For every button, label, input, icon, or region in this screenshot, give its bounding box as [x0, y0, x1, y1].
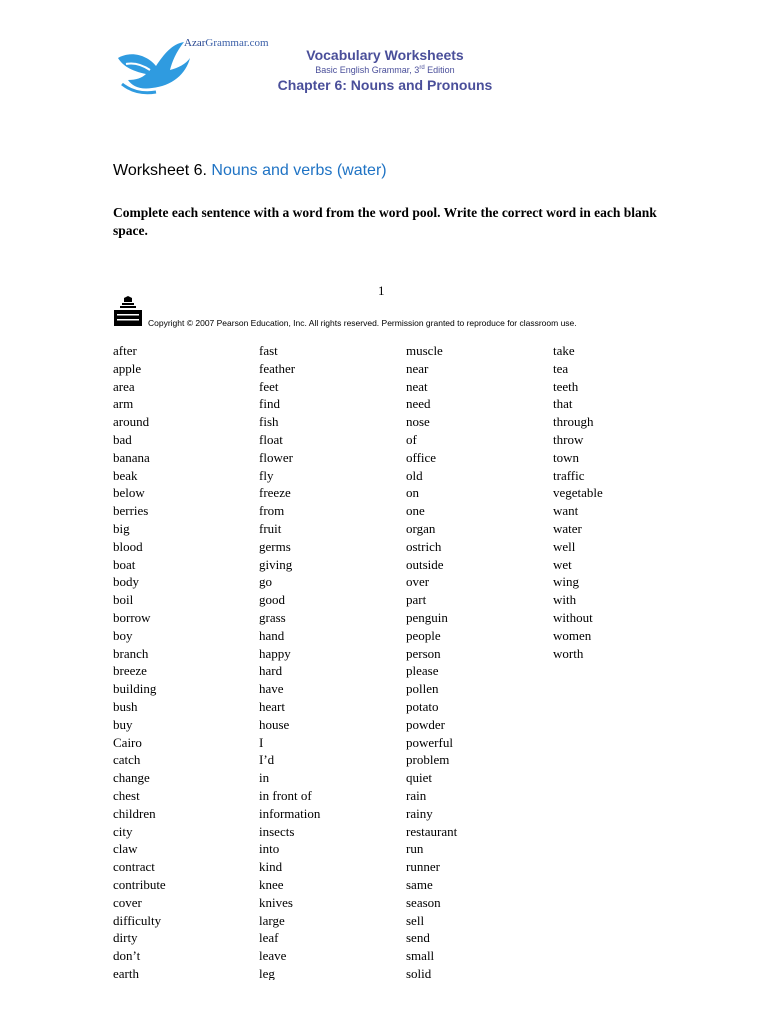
- word-pool-column-1: [113, 342, 253, 980]
- word-pool-item: that: [553, 396, 573, 412]
- subtitle-sup: rd: [419, 65, 425, 71]
- word-pool-item: runner: [406, 859, 440, 875]
- word-pool-item: fly: [259, 467, 274, 483]
- document-subtitle: [230, 65, 540, 75]
- word-pool-item: kind: [259, 859, 283, 875]
- word-pool-item: arm: [113, 396, 134, 412]
- word-pool-item: I: [259, 734, 264, 750]
- word-pool-item: restaurant: [406, 823, 458, 839]
- word-pool-item: want: [553, 503, 579, 519]
- word-pool-item: penguin: [406, 609, 448, 625]
- word-pool-item: difficulty: [113, 912, 162, 928]
- subtitle-text: Basic English Grammar, 3: [315, 65, 420, 75]
- word-pool-item: borrow: [113, 609, 151, 625]
- word-pool-item: ostrich: [406, 538, 442, 554]
- word-pool-item: hard: [259, 663, 283, 679]
- word-pool-item: in front of: [259, 787, 312, 803]
- word-pool-item: below: [113, 485, 145, 501]
- word-pool-item: city: [113, 823, 133, 839]
- word-pool-item: banana: [113, 449, 150, 465]
- word-pool-item: breeze: [113, 663, 147, 679]
- word-pool-item: wing: [553, 574, 579, 590]
- word-pool-item: blood: [113, 538, 143, 554]
- word-pool-item: Cairo: [113, 734, 142, 750]
- word-pool-item: season: [406, 894, 441, 910]
- word-pool-item: children: [113, 805, 156, 821]
- word-pool-item: office: [406, 449, 437, 465]
- word-pool-item: around: [113, 414, 150, 430]
- word-pool-item: body: [113, 574, 139, 590]
- word-pool-item: solid: [406, 965, 432, 980]
- word-pool-item: dirty: [113, 930, 138, 946]
- word-pool-item: worth: [553, 645, 584, 661]
- word-pool-item: take: [553, 343, 575, 358]
- word-pool-item: into: [259, 841, 280, 857]
- word-pool-item: from: [259, 503, 285, 519]
- word-pool-item: old: [406, 467, 423, 483]
- word-pool-item: nose: [406, 414, 430, 430]
- word-pool-item: large: [259, 912, 285, 928]
- word-pool-item: powder: [406, 716, 445, 732]
- word-pool-item: contribute: [113, 876, 166, 892]
- word-pool-item: muscle: [406, 343, 443, 358]
- word-pool-item: with: [553, 592, 577, 608]
- pearson-logo-icon: [114, 296, 142, 326]
- page-number: 1: [378, 283, 385, 298]
- word-pool-item: women: [553, 627, 592, 643]
- word-pool-item: hand: [259, 627, 285, 643]
- word-pool-item: potato: [406, 698, 439, 714]
- word-pool-item: near: [406, 360, 429, 376]
- word-pool-item: people: [406, 627, 441, 643]
- word-pool-item: I’d: [259, 752, 275, 768]
- word-pool-item: big: [113, 520, 130, 536]
- word-pool-item: knee: [259, 876, 284, 892]
- word-pool-item: germs: [259, 538, 291, 554]
- word-pool-item: organ: [406, 520, 436, 536]
- word-pool-item: chest: [113, 787, 140, 803]
- word-pool-item: fast: [259, 343, 278, 358]
- word-pool-item: teeth: [553, 378, 579, 394]
- word-pool-column-4: [553, 342, 693, 662]
- brand-prefix: Azar: [184, 37, 206, 49]
- word-pool-item: apple: [113, 360, 142, 376]
- word-pool-item: of: [406, 431, 417, 447]
- word-pool-item: have: [259, 681, 284, 697]
- word-pool-item: pollen: [406, 681, 439, 697]
- word-pool-item: fish: [259, 414, 279, 430]
- subtitle-edition: Edition: [424, 65, 455, 75]
- word-pool-item: berries: [113, 503, 149, 519]
- word-pool-item: tea: [553, 360, 569, 376]
- word-pool-item: don’t: [113, 948, 141, 964]
- word-pool-item: beak: [113, 467, 138, 483]
- word-pool-item: sell: [406, 912, 425, 928]
- word-pool-item: town: [553, 449, 579, 465]
- word-pool-item: leaf: [259, 930, 279, 946]
- chapter-title: Chapter 6: Nouns and Pronouns: [277, 77, 493, 93]
- worksheet-label: Worksheet 6.: [113, 162, 207, 179]
- word-pool-item: earth: [113, 965, 139, 980]
- word-pool-item: contract: [113, 859, 155, 875]
- word-pool-item: house: [259, 716, 290, 732]
- word-pool-item: feet: [259, 378, 279, 394]
- word-pool-item: one: [406, 503, 425, 519]
- word-pool-item: rain: [406, 787, 427, 803]
- word-pool-item: small: [406, 948, 435, 964]
- word-pool-item: flower: [259, 449, 293, 465]
- word-pool-item: catch: [113, 752, 141, 768]
- word-pool-item: problem: [406, 752, 450, 768]
- word-pool-item: powerful: [406, 734, 453, 750]
- word-pool-item: happy: [259, 645, 291, 661]
- word-pool-item: go: [259, 574, 272, 590]
- word-pool-item: area: [113, 378, 135, 394]
- word-pool-item: over: [406, 574, 430, 590]
- word-pool-item: person: [406, 645, 441, 661]
- worksheet-topic: Nouns and verbs (water): [211, 162, 387, 179]
- word-pool-item: without: [553, 609, 593, 625]
- word-pool-item: knives: [259, 894, 293, 910]
- word-pool-item: boat: [113, 556, 136, 572]
- word-pool-item: run: [406, 841, 424, 857]
- word-pool-item: bush: [113, 698, 138, 714]
- word-pool-item: wet: [553, 556, 572, 572]
- word-pool-column-3: [406, 342, 546, 980]
- copyright-notice: Copyright © 2007 Pearson Education, Inc. All rights reserved. Permission granted to reproduce for classroom use.: [148, 318, 577, 328]
- word-pool-item: cover: [113, 894, 142, 910]
- word-pool-item: send: [406, 930, 430, 946]
- word-pool-item: quiet: [406, 770, 432, 786]
- word-pool-item: leave: [259, 948, 287, 964]
- word-pool-item: buy: [113, 716, 133, 732]
- word-pool-item: traffic: [553, 467, 585, 483]
- word-pool-item: feather: [259, 360, 296, 376]
- word-pool-item: outside: [406, 556, 444, 572]
- word-pool-item: part: [406, 592, 427, 608]
- worksheet-heading: [113, 162, 387, 180]
- word-pool-item: please: [406, 663, 439, 679]
- word-pool-item: fruit: [259, 520, 282, 536]
- word-pool-item: giving: [259, 556, 293, 572]
- word-pool-item: rainy: [406, 805, 433, 821]
- word-pool-item: throw: [553, 431, 584, 447]
- word-pool-item: branch: [113, 645, 149, 661]
- word-pool-item: on: [406, 485, 419, 501]
- word-pool-column-2: [259, 342, 399, 980]
- word-pool-item: grass: [259, 609, 286, 625]
- word-pool-item: claw: [113, 841, 138, 857]
- word-pool-item: float: [259, 431, 283, 447]
- word-pool-item: same: [406, 876, 433, 892]
- instructions: Complete each sentence with a word from the word pool. Write the correct word in each blank space.: [113, 205, 657, 238]
- word-pool-item: after: [113, 343, 137, 358]
- word-pool-item: neat: [406, 378, 428, 394]
- word-pool-item: information: [259, 805, 321, 821]
- word-pool-item: well: [553, 538, 576, 554]
- word-pool-item: change: [113, 770, 150, 786]
- document-title: Vocabulary Worksheets: [306, 47, 464, 63]
- word-pool-item: insects: [259, 823, 295, 839]
- word-pool-item: freeze: [259, 485, 291, 501]
- word-pool-item: bad: [113, 431, 132, 447]
- word-pool-item: boil: [113, 592, 134, 608]
- word-pool-item: building: [113, 681, 157, 697]
- word-pool-item: in: [259, 770, 270, 786]
- word-pool-item: good: [259, 592, 285, 608]
- word-pool-item: vegetable: [553, 485, 603, 501]
- word-pool-item: heart: [259, 698, 285, 714]
- word-pool-item: need: [406, 396, 431, 412]
- word-pool-item: boy: [113, 627, 133, 643]
- brand-suffix: Grammar.com: [205, 37, 269, 49]
- word-pool-item: find: [259, 396, 280, 412]
- word-pool-item: water: [553, 520, 582, 536]
- word-pool-item: through: [553, 414, 594, 430]
- word-pool-item: leg: [259, 965, 275, 980]
